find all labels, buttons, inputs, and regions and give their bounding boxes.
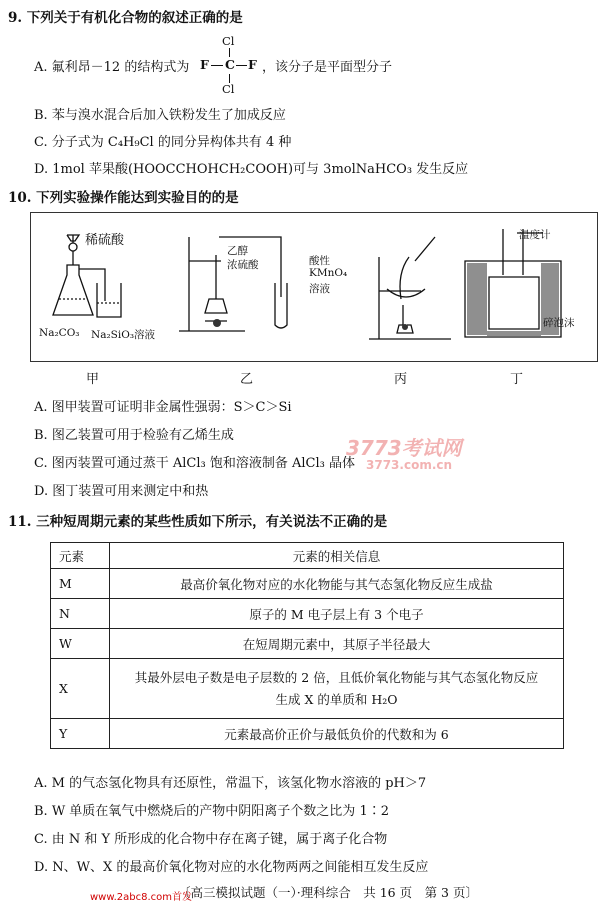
table-cell-info: 原子的 M 电子层上有 3 个电子 bbox=[110, 599, 564, 629]
fig-label-bing: 丙 bbox=[394, 372, 408, 387]
q9-structure bbox=[196, 34, 266, 96]
table-row bbox=[51, 599, 564, 629]
q10-figure-box bbox=[30, 212, 598, 362]
table-cell-element: M bbox=[51, 569, 110, 599]
q11-option-d: D. N、W、X 的最高价氧化物对应的水化物两两之间能相互发生反应 bbox=[34, 860, 429, 875]
table-cell-info: 元素最高价正价与最低负价的代数和为 6 bbox=[110, 719, 564, 749]
label-ethanol: 乙醇 bbox=[227, 245, 248, 257]
watermark-url: 3773.com.cn bbox=[366, 458, 453, 472]
q10-option-c: C. 图丙装置可通过蒸干 AlCl₃ 饱和溶液制备 AlCl₃ 晶体 bbox=[34, 456, 356, 471]
q9-option-a bbox=[34, 56, 189, 75]
q9-option-a-pre: A. 氟利昂－12 的结构式为 bbox=[34, 60, 190, 75]
struct-right-f: F bbox=[248, 57, 257, 72]
q11-option-b: B. W 单质在氧气中燃烧后的产物中阴阳离子个数之比为 1∶2 bbox=[34, 804, 389, 819]
fig-label-ding: 丁 bbox=[510, 372, 524, 387]
struct-left-f: F bbox=[200, 57, 209, 72]
table-header-info: 元素的相关信息 bbox=[110, 543, 564, 569]
label-thermometer: 温度计 bbox=[519, 229, 551, 241]
fig-label-jia: 甲 bbox=[86, 372, 100, 387]
table-cell-element: W bbox=[51, 629, 110, 659]
q11-option-c: C. 由 N 和 Y 所形成的化合物中存在离子键，属于离子化合物 bbox=[34, 832, 388, 847]
label-dilute-sulfuric-acid: 稀硫酸 bbox=[85, 233, 125, 248]
struct-top-cl: Cl bbox=[222, 34, 235, 48]
q11-option-a: A. M 的气态氢化物具有还原性，常温下，该氢化物水溶液的 pH＞7 bbox=[34, 776, 427, 791]
label-na2co3: Na₂CO₃ bbox=[39, 327, 80, 339]
struct-center-c: C bbox=[225, 57, 235, 72]
q9-option-d: D. 1mol 苹果酸(HOOCCHOHCH₂COOH)可与 3molNaHCO₃ 发生反应 bbox=[34, 162, 469, 177]
table-header-row bbox=[51, 543, 564, 569]
q10-option-a: A. 图甲装置可证明非金属性强弱：S＞C＞Si bbox=[34, 400, 292, 415]
table-row bbox=[51, 569, 564, 599]
table-cell-element: Y bbox=[51, 719, 110, 749]
q10-stem: 10. 下列实验操作能达到实验目的的是 bbox=[8, 190, 239, 206]
table-header-element: 元素 bbox=[51, 543, 110, 569]
q9-option-a-post: ，该分子是平面型分子 bbox=[262, 60, 393, 75]
q9-option-b: B. 苯与溴水混合后加入铁粉发生了加成反应 bbox=[34, 108, 286, 123]
table-cell-info: 在短周期元素中，其原子半径最大 bbox=[110, 629, 564, 659]
q9-option-c: C. 分子式为 C₄H₉Cl 的同分异构体共有 4 种 bbox=[34, 135, 292, 150]
label-broken-foam: 碎泡沫 bbox=[543, 317, 575, 329]
table-row bbox=[51, 629, 564, 659]
table-row bbox=[51, 659, 564, 719]
label-na2sio3: Na₂SiO₃溶液 bbox=[91, 329, 156, 341]
label-kmno4: KMnO₄ bbox=[309, 267, 348, 279]
table-row bbox=[51, 719, 564, 749]
fig-label-yi: 乙 bbox=[240, 372, 254, 387]
elements-table bbox=[50, 542, 564, 749]
watermark-site: 3773考试网 bbox=[346, 436, 462, 460]
footer-watermark: www.2abc8.com首发 bbox=[90, 892, 193, 903]
q10-option-d: D. 图丁装置可用来测定中和热 bbox=[34, 484, 209, 499]
page-footer: 〔高三模拟试题（一）·理科综合 共 16 页 第 3 页〕 bbox=[178, 885, 478, 900]
q9-stem: 9. 下列关于有机化合物的叙述正确的是 bbox=[8, 10, 243, 26]
label-conc-sulfuric: 浓硫酸 bbox=[227, 259, 259, 271]
table-cell-info: 最高价氧化物对应的水化物能与其气态氢化物反应生成盐 bbox=[110, 569, 564, 599]
struct-bottom-cl: Cl bbox=[222, 82, 235, 96]
q11-stem: 11. 三种短周期元素的某些性质如下所示，有关说法不正确的是 bbox=[8, 514, 388, 530]
table-cell-info: 其最外层电子数是电子层数的 2 倍，且低价氧化物能与其气态氢化物反应生成 X 的单质和 H₂O bbox=[110, 659, 564, 719]
table-cell-element: N bbox=[51, 599, 110, 629]
label-acidic: 酸性 bbox=[309, 255, 330, 267]
q10-option-b: B. 图乙装置可用于检验有乙烯生成 bbox=[34, 428, 234, 443]
table-cell-element: X bbox=[51, 659, 110, 719]
label-solution: 溶液 bbox=[309, 283, 330, 295]
